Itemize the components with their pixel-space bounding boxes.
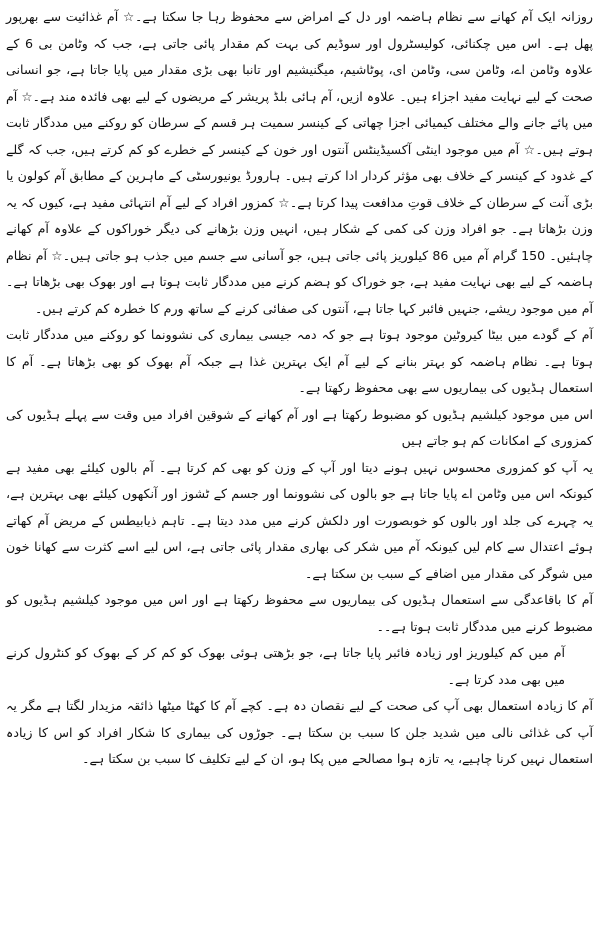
- paragraph-calcium-bones: اس میں موجود کیلشیم ہڈیوں کو مضبوط رکھتا ہے اور آم کھانے کے شوقین افراد میں وقت سے پہلے ہڈیوں کی کمزوری کے امکانات کم ہو جاتے ہیں: [6, 406, 593, 448]
- paragraph-regular-use: آم کا باقاعدگی سے استعمال ہڈیوں کی بیماریوں سے محفوظ رکھتا ہے اور اس میں موجود کیلشیم ہڈیوں کو مضبوط کرنے میں مددگار ثابت ہوتا ہے۔۔: [6, 592, 593, 634]
- paragraph-low-calories: آم میں کم کیلوریز اور زیادہ فائبر پایا جاتا ہے، جو بڑھتی ہوئی بھوک کو کم کر کے بھوک کو کنٹرول کرنے میں بھی مدد کرتا ہے۔: [6, 645, 565, 687]
- paragraph-overuse-harm: آم کا زیادہ استعمال بھی آپ کی صحت کے لیے نقصان دہ ہے۔ کچے آم کا کھٹا میٹھا ذائقہ مزیدار لگتا ہے مگر یہ آپ کی غذائی نالی میں شدید جلن کا سبب بن سکتا ہے۔ جوڑوں کی بیماری کا شکار افراد کو اس کا زیادہ استعمال نہیں کرنا چاہیے، یہ تازہ ہوا مصالحے میں پکا ہو، ان کے لیے تکلیف کا سبب بن سکتا ہے۔: [6, 698, 593, 766]
- paragraph-mango-benefits: روزانہ ایک آم کھانے سے نظام ہاضمہ اور دل کے امراض سے محفوظ رہا جا سکتا ہے۔☆ آم غذائیت سے بھرپور پھل ہے۔ اس میں چکنائی، کولیسٹرول اور سوڈیم کی بہت کم مقدار پائی جاتی ہے، جب کہ وٹامن بی 6 کے علاوہ وٹامن اے، وٹامن سی، وٹامن ای، پوٹاشیم، میگنیشیم اور تانبا بھی بڑی مقدار میں پایا جاتا ہے، جو انسانی صحت کے لیے نہایت مفید اجزاء ہیں۔ علاوہ ازیں، آم ہائی بلڈ پریشر کے مریضوں کے لیے بھی فائدہ مند ہے۔☆ آم میں پائے جانے والے مختلف کیمیائی اجزا چھاتی کے کینسر سمیت ہر قسم کے سرطان کو روکنے میں مددگار ثابت ہوتے ہیں۔☆ آم میں موجود اینٹی آکسیڈینٹس آنتوں اور خون کے کینسر کے خطرے کو کم کرتے ہیں، جب کہ گلے کے غدود کے کینسر کے خلاف بھی مؤثر کردار ادا کرتے ہیں۔ ہارورڈ یونیورسٹی کے ماہرین کے مطابق آم کولون یا بڑی آنت کے سرطان کے خلاف قوتِ مدافعت پیدا کرتا ہے۔☆ کمزور افراد کے لیے آم انتہائی مفید ہے، کیوں کہ یہ وزن بڑھاتا ہے۔ جو افراد وزن کی کمی کے شکار ہیں، انہیں وزن بڑھانے کی دیگر خوراکوں کے علاوہ آم کھانے چاہئیں۔ 150 گرام آم میں 86 کیلوریز پائی جاتی ہیں، جو آسانی سے جسم میں جذب ہو جاتی ہیں۔☆ آم نظام ہاضمہ کے لیے بھی نہایت مفید ہے، جو خوراک کو ہضم کرنے میں مددگار ثابت ہوتا ہے اور بھوک بھی بڑھاتا ہے۔ آم میں موجود ریشے، جنہیں فائبر کہا جاتا ہے، آنتوں کی صفائی کرنے کے ساتھ ورم کا خطرہ کم کرتے ہیں۔: [6, 9, 593, 316]
- paragraph-weight-hair: یہ آپ کو کمزوری محسوس نہیں ہونے دیتا اور آپ کے وزن کو بھی کم کرتا ہے۔ آم بالوں کیلئے بھی مفید ہے کیونکہ اس میں وٹامن اے پایا جاتا ہے جو بالوں کی نشوونما اور جسم کے ٹشوز اور آنکھوں کیلئے بھی بہترین ہے، یہ چہرے کی جلد اور بالوں کو خوبصورت اور دلکش کرنے میں مدد دیتا ہے۔ تاہم ذیابیطس کے مریض آم کھاتے ہوئے اعتدال سے کام لیں کیونکہ آم میں شکر کی بھاری مقدار پائی جاتی ہے، اس لیے اسے کثرت سے کھانا خون میں شوگر کی مقدار میں اضافے کے سبب بن سکتا ہے۔: [6, 459, 593, 581]
- paragraph-beta-carotene: آم کے گودے میں بیٹا کیروٹین موجود ہوتا ہے جو کہ دمہ جیسی بیماری کی نشوونما کو روکنے میں مددگار ثابت ہوتا ہے۔ نظام ہاضمہ کو بہتر بنانے کے لیے آم ایک بہترین غذا ہے جبکہ آم بھوک کو بھی بڑھاتا ہے۔ آم کا استعمال ہڈیوں کی بیماریوں سے بھی محفوظ رکھتا ہے۔: [6, 327, 593, 395]
